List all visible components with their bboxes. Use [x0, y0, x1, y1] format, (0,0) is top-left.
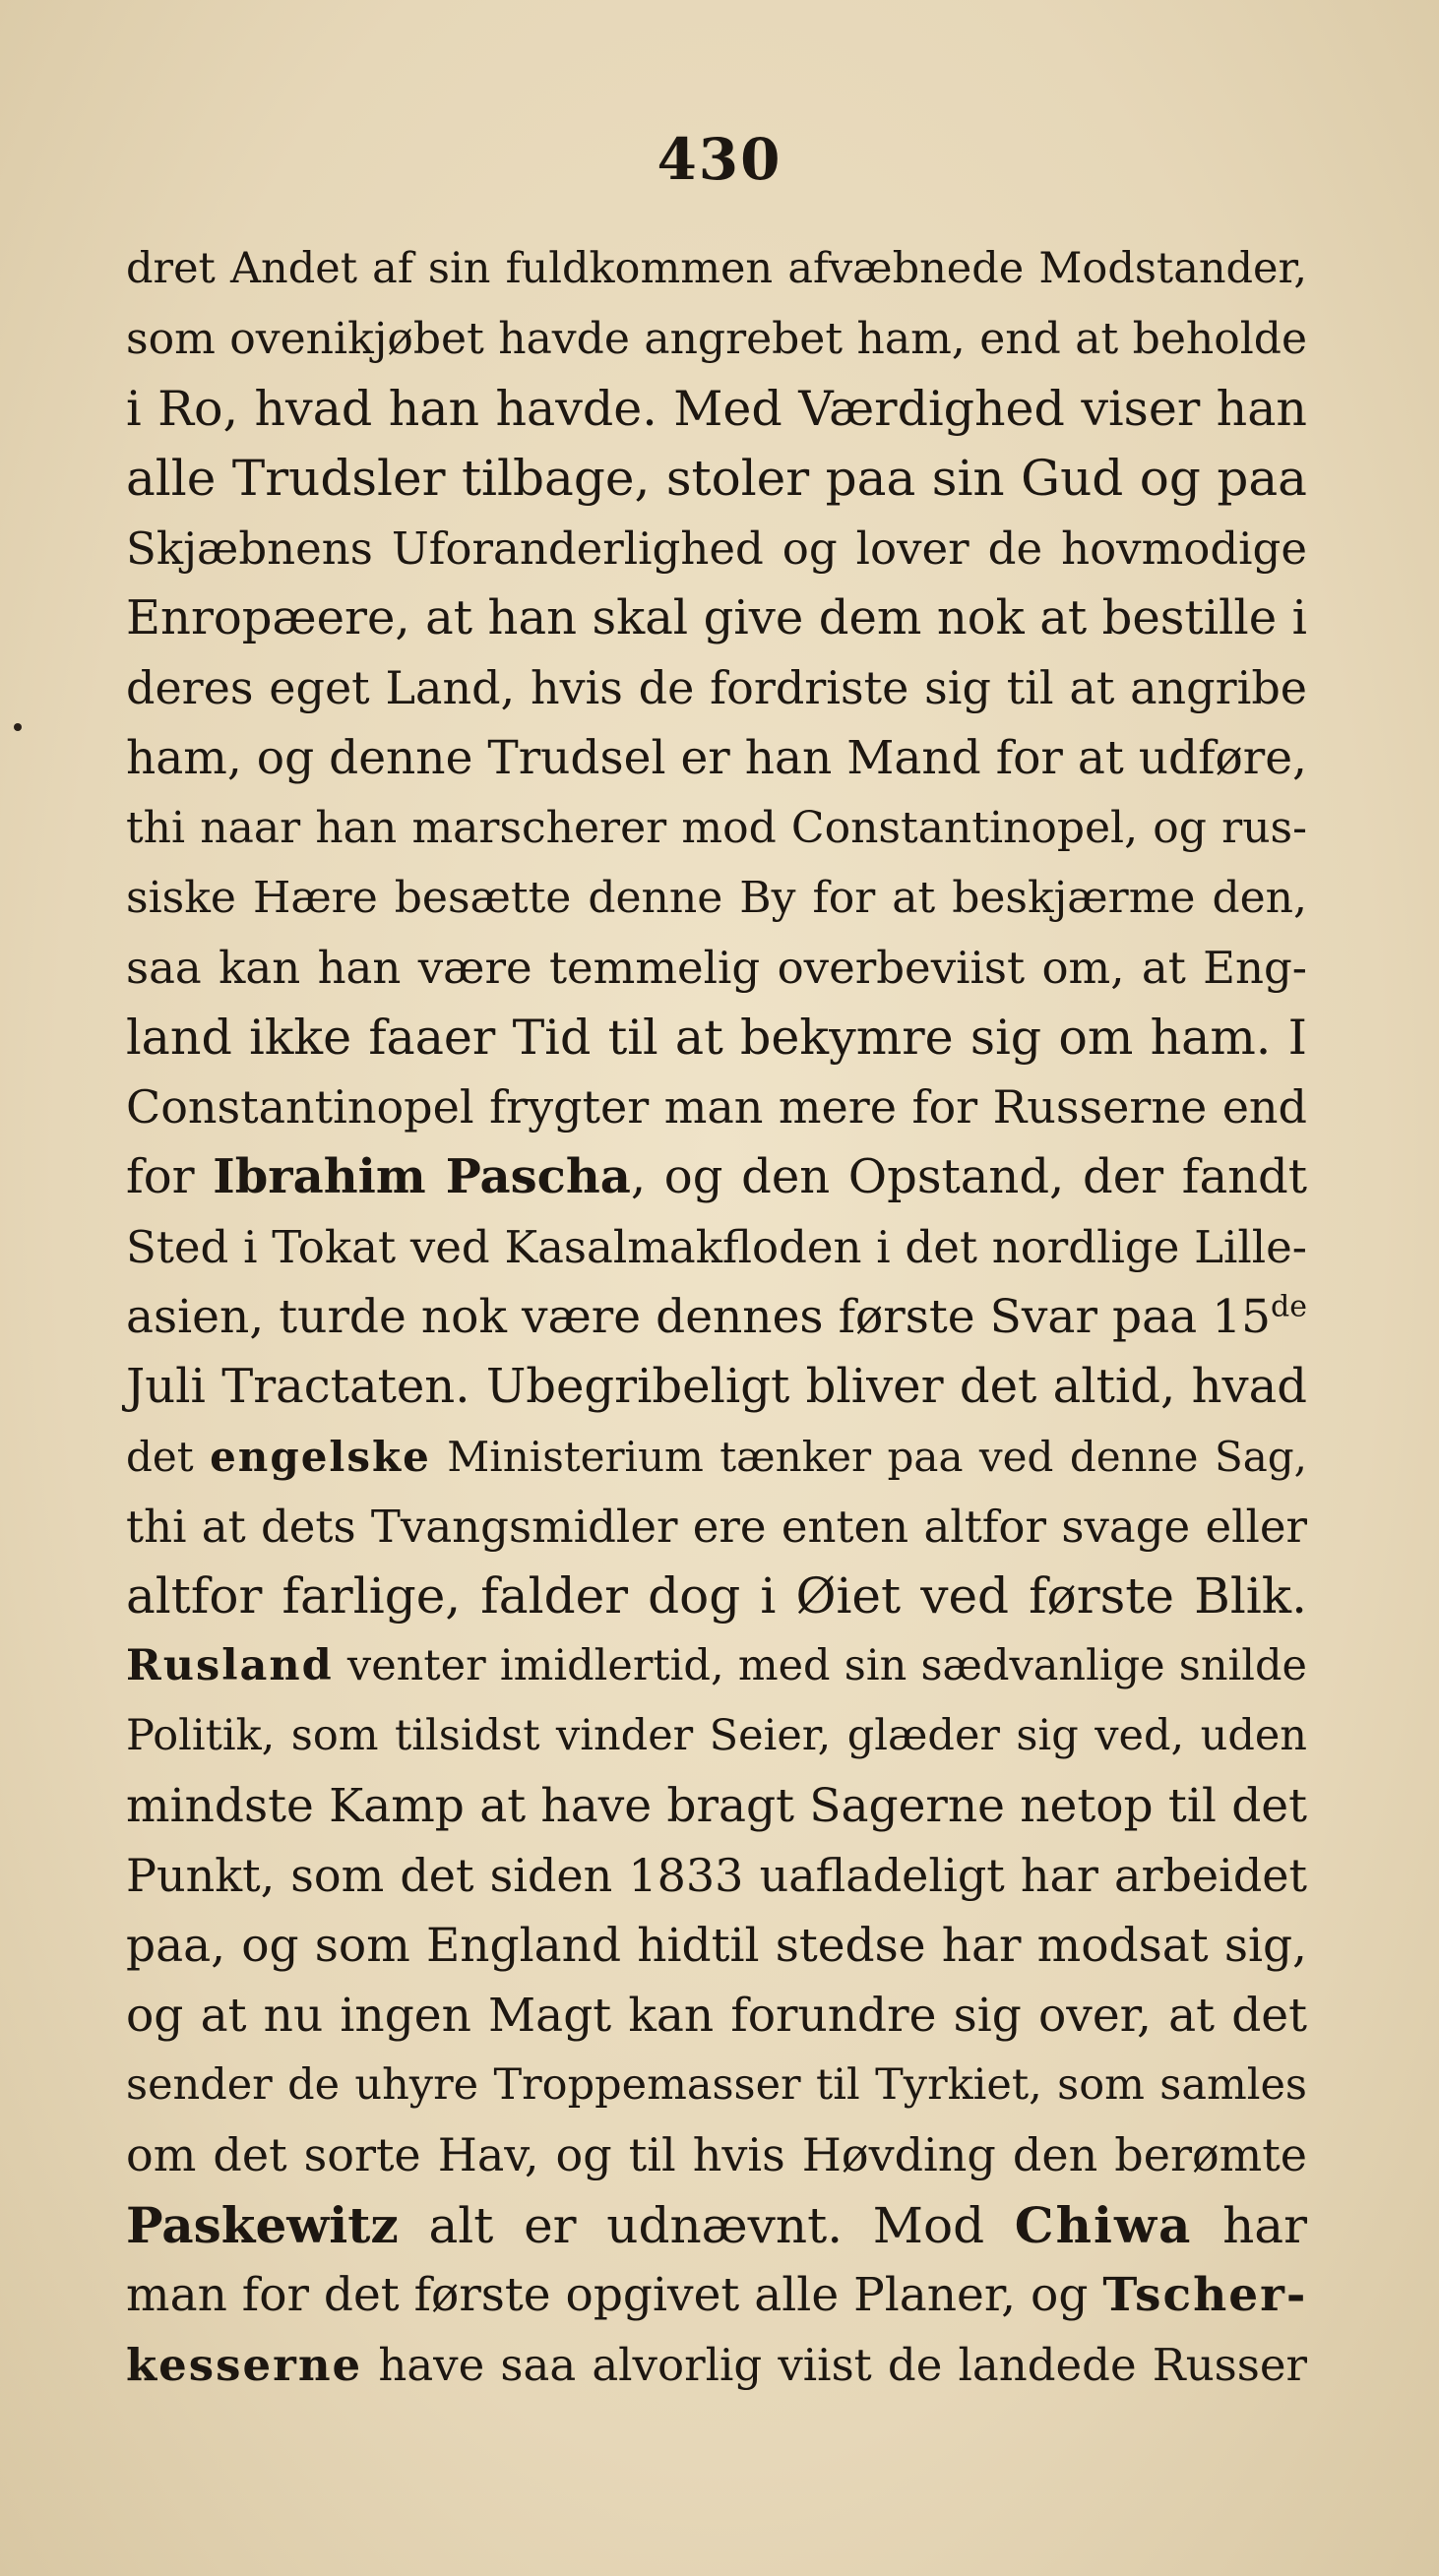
emphasis-name: Ibrahim Pascha	[213, 1149, 631, 1204]
text-line-29: Paskewitz alt er udnævnt. Mod Chiwa har	[126, 2196, 1307, 2254]
margin-dot	[14, 723, 22, 731]
ordinal-superscript: de	[1271, 1289, 1307, 1324]
text-line-6: Enropæere, at han skal give dem nok at bestille i	[126, 590, 1307, 645]
text-line-13: Constantinopel frygter man mere for Russerne end	[126, 1080, 1307, 1134]
text-line-30: man for det første opgivet alle Planer, og Tscher-	[126, 2268, 1308, 2322]
text-line-18: det engelske Ministerium tænker paa ved denne Sag,	[126, 1433, 1307, 1481]
text-line-22: Politik, som tilsidst vinder Seier, glæder sig ved, uden	[126, 1711, 1307, 1760]
text-line-3: i Ro, hvad han havde. Med Værdighed viser han	[126, 381, 1307, 437]
text-line-8: ham, og denne Trudsel er han Mand for at udføre,	[126, 731, 1307, 785]
text-line-2: som ovenikjøbet havde angrebet ham, end at beholde	[126, 314, 1307, 364]
text-line-26: og at nu ingen Magt kan forundre sig over, at det	[126, 1989, 1307, 2043]
text-line-15: Sted i Tokat ved Kasalmakfloden i det nordlige Lille-	[126, 1221, 1307, 1273]
text-line-24: Punkt, som det siden 1833 uafladeligt har arbeidet	[126, 1849, 1307, 1902]
text-line-9: thi naar han marscherer mod Constantinopel, og rus-	[126, 803, 1307, 853]
text-line-4: alle Trudsler tilbage, stoler paa sin Gud og paa	[126, 450, 1307, 507]
text-line-7: deres eget Land, hvis de fordriste sig til at angribe	[126, 661, 1307, 714]
text-line-11: saa kan han være temmelig overbeviist om, at Eng-	[126, 942, 1307, 994]
text-line-1: dret Andet af sin fuldkommen afvæbnede Modstander,	[126, 244, 1307, 293]
emphasis-name: Paskewitz	[126, 2196, 399, 2254]
text-line-31: kesserne have saa alvorlig viist de landede Russer	[126, 2339, 1307, 2391]
emphasis-word: Chiwa	[1014, 2196, 1193, 2254]
text-line-25: paa, og som England hidtil stedse har modsat sig,	[126, 1919, 1307, 1973]
text-line-16: asien, turde nok være dennes første Svar paa 15de	[126, 1289, 1307, 1344]
text-line-28: om det sorte Hav, og til hvis Høvding den berømte	[126, 2128, 1307, 2181]
emphasis-word: kesserne	[126, 2339, 363, 2391]
emphasis-word: engelske	[210, 1433, 431, 1481]
text-line-5: Skjæbnens Uforanderlighed og lover de hovmodige	[126, 522, 1307, 575]
emphasis-word: Rusland	[126, 1641, 334, 1690]
text-line-19: thi at dets Tvangsmidler ere enten altfor svage eller	[126, 1501, 1307, 1553]
text-line-20: altfor farlige, falder dog i Øiet ved første Blik.	[126, 1567, 1307, 1625]
text-line-12: land ikke faaer Tid til at bekymre sig om ham. I	[126, 1010, 1307, 1066]
text-line-17: Juli Tractaten. Ubegribeligt bliver det altid, hvad	[126, 1359, 1307, 1414]
text-line-27: sender de uhyre Troppemasser til Tyrkiet, som samles	[126, 2060, 1307, 2110]
page-number: 430	[657, 126, 782, 193]
text-line-10: siske Hære besætte denne By for at beskjærme den,	[126, 873, 1307, 923]
text-line-14: for Ibrahim Pascha, og den Opstand, der fandt	[126, 1149, 1308, 1204]
text-line-23: mindste Kamp at have bragt Sagerne netop til det	[126, 1779, 1307, 1833]
text-line-21: Rusland venter imidlertid, med sin sædvanlige snilde	[126, 1641, 1307, 1690]
body-text	[126, 234, 1307, 2400]
emphasis-word: Tscher-	[1102, 2268, 1308, 2322]
